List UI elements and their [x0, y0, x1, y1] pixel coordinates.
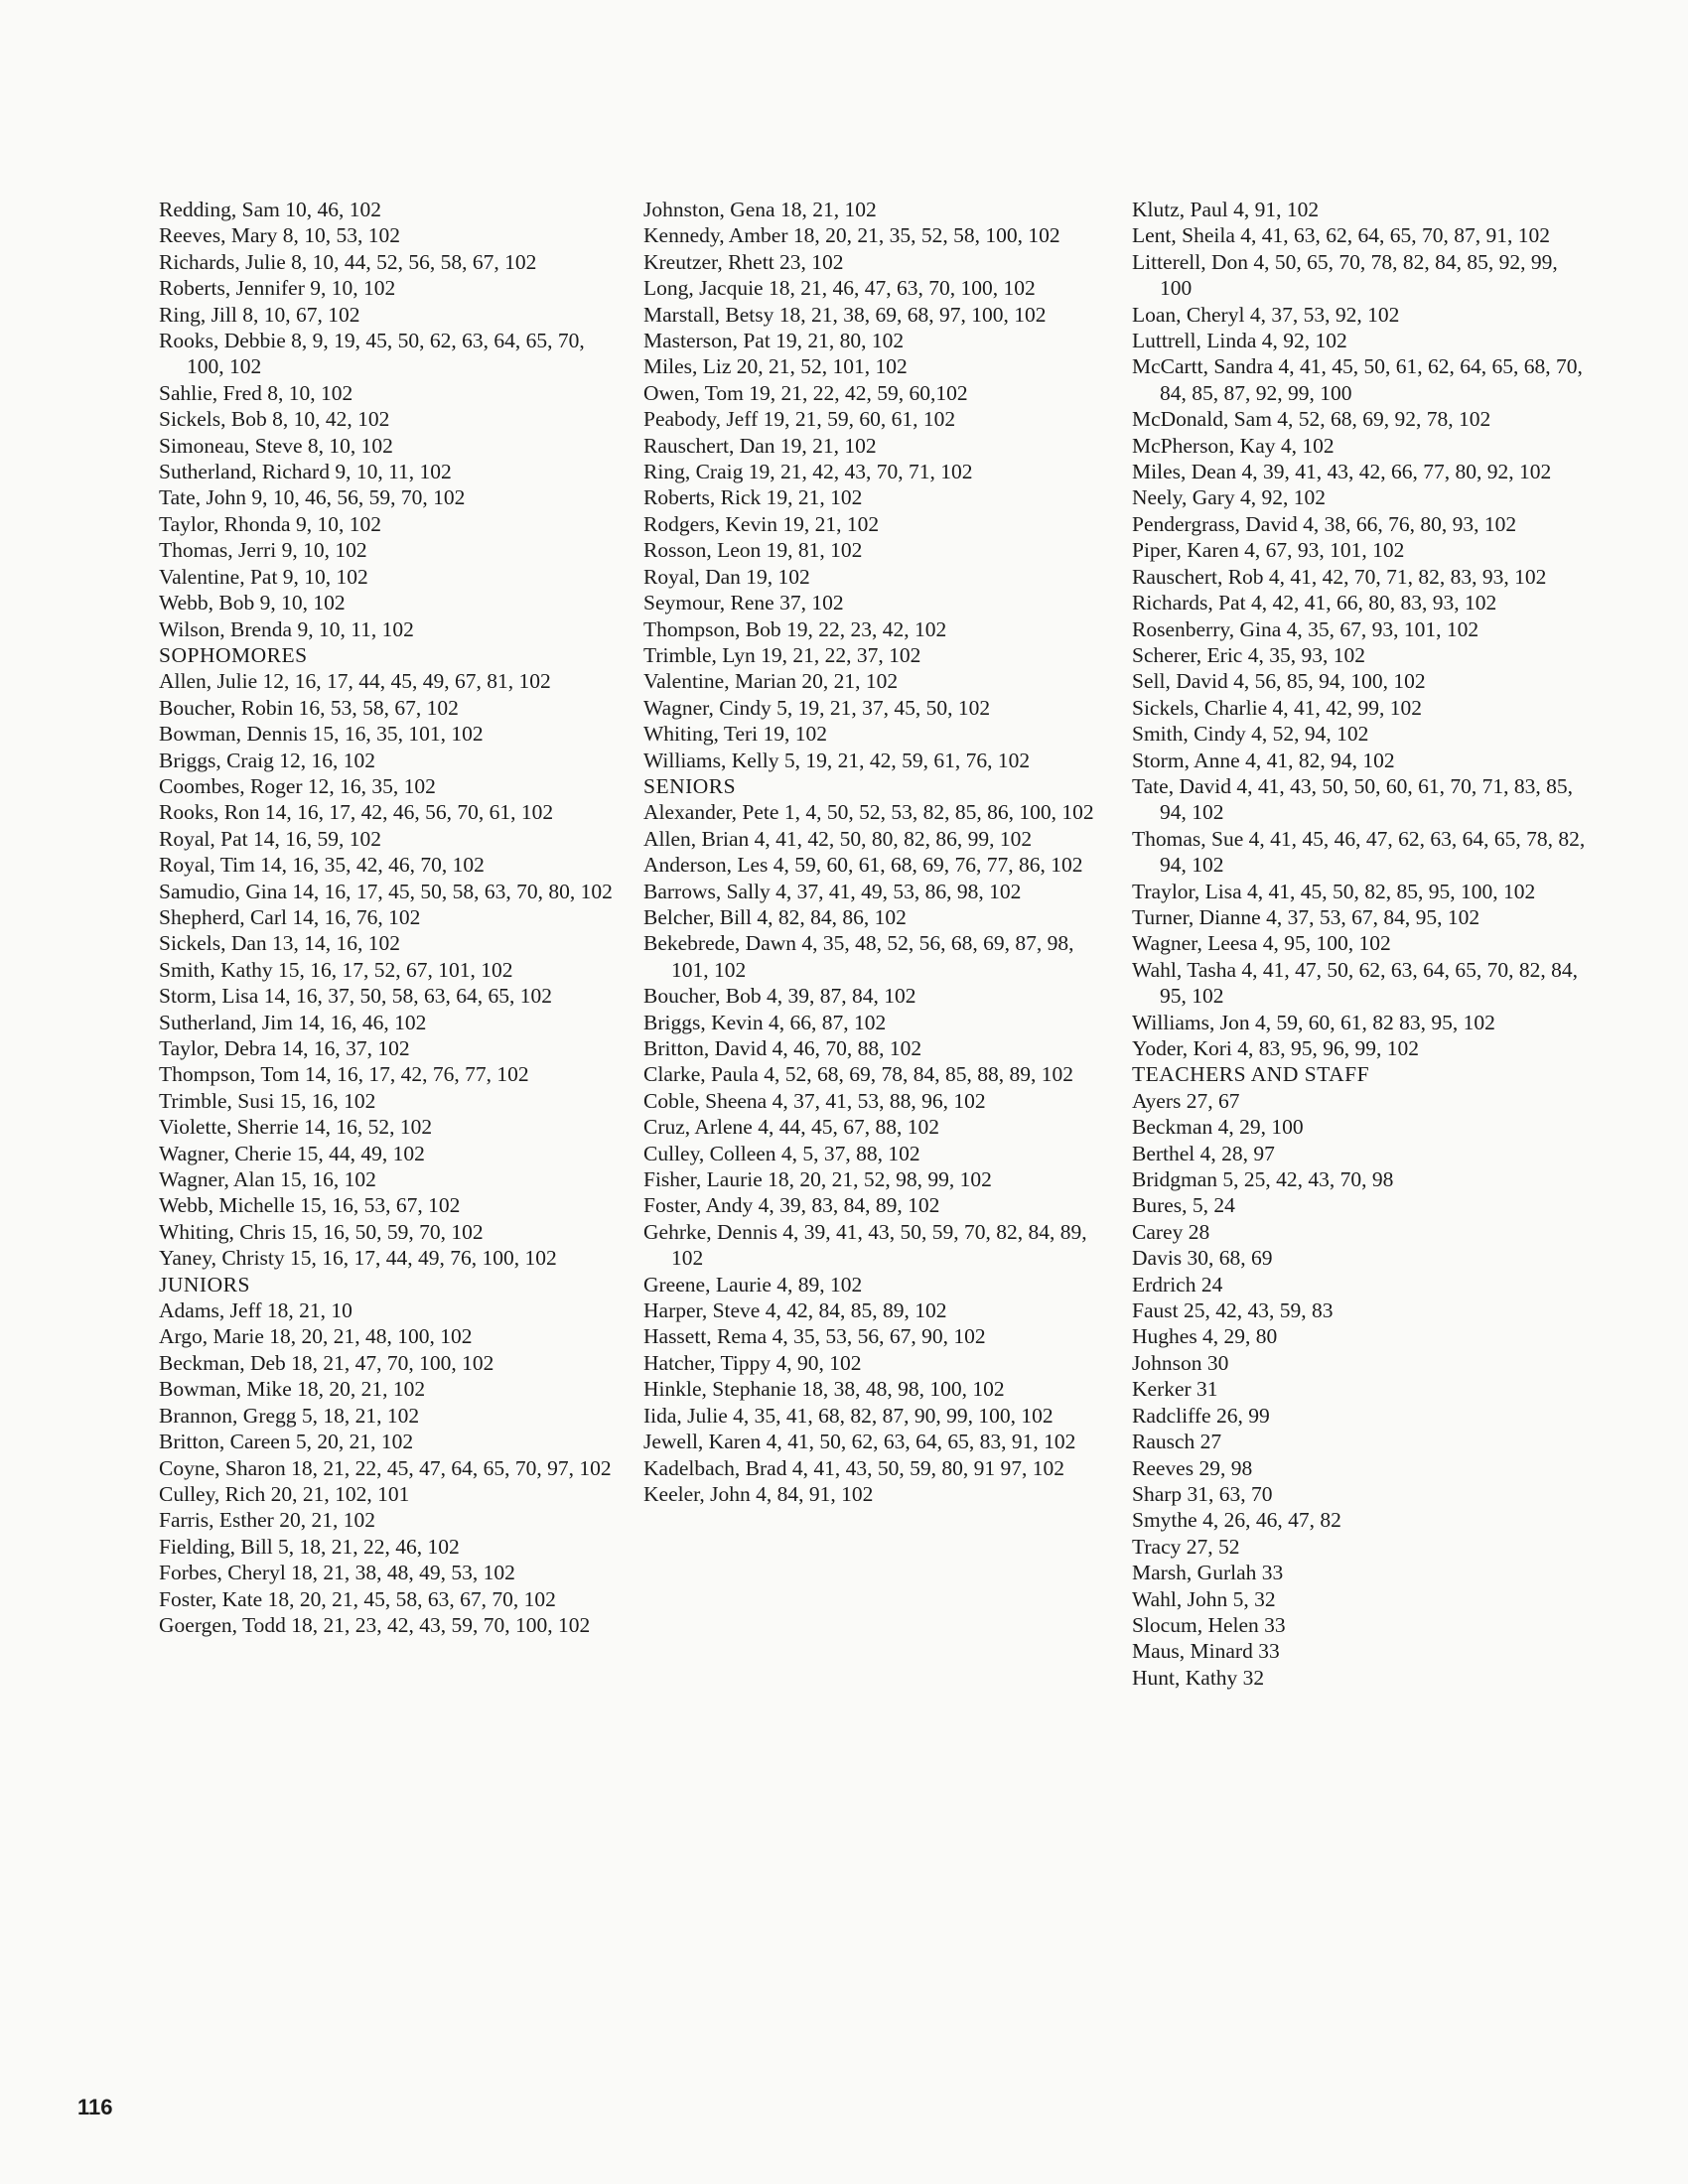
index-entry: Anderson, Les 4, 59, 60, 61, 68, 69, 76, 77, 86, 102 [643, 853, 1083, 878]
index-entry: McPherson, Kay 4, 102 [1132, 433, 1335, 458]
index-entry: Redding, Sam 10, 46, 102 [159, 198, 381, 221]
index-entry: Marsh, Gurlah 33 [1132, 1561, 1284, 1585]
index-entry: Argo, Marie 18, 20, 21, 48, 100, 102 [159, 1324, 473, 1349]
index-entry: Wagner, Cindy 5, 19, 21, 37, 45, 50, 102 [643, 695, 991, 720]
index-entry: Brannon, Gregg 5, 18, 21, 102 [159, 1403, 420, 1428]
index-entry: Owen, Tom 19, 21, 22, 42, 59, 60,102 [643, 380, 968, 405]
index-entry: Simoneau, Steve 8, 10, 102 [159, 433, 393, 458]
index-column-3 [1132, 197, 1589, 1691]
index-entry: Fielding, Bill 5, 18, 21, 22, 46, 102 [159, 1534, 460, 1559]
index-entry: Shepherd, Carl 14, 16, 76, 102 [159, 904, 421, 929]
index-entry: Whiting, Chris 15, 16, 50, 59, 70, 102 [159, 1219, 484, 1244]
index-entry: Beckman, Deb 18, 21, 47, 70, 100, 102 [159, 1350, 494, 1375]
index-entry: Wahl, John 5, 32 [1132, 1586, 1276, 1611]
index-entry: Richards, Julie 8, 10, 44, 52, 56, 58, 67, 102 [159, 249, 537, 274]
index-entry: Davis 30, 68, 69 [1132, 1246, 1273, 1271]
index-entry: Piper, Karen 4, 67, 93, 101, 102 [1132, 538, 1405, 563]
index-entry: Valentine, Marian 20, 21, 102 [643, 669, 899, 694]
index-entry: Foster, Andy 4, 39, 83, 84, 89, 102 [643, 1193, 940, 1218]
index-entry: Boucher, Robin 16, 53, 58, 67, 102 [159, 695, 459, 720]
index-entry: Seymour, Rene 37, 102 [643, 591, 844, 615]
index-entry: Litterell, Don 4, 50, 65, 70, 78, 82, 84, 85, 92, 99, 100 [1132, 249, 1558, 301]
index-entry: Kreutzer, Rhett 23, 102 [643, 249, 844, 274]
index-entry: Rausch 27 [1132, 1430, 1222, 1454]
index-entry: Masterson, Pat 19, 21, 80, 102 [643, 329, 905, 353]
index-entry: Valentine, Pat 9, 10, 102 [159, 564, 368, 589]
index-entry: Webb, Michelle 15, 16, 53, 67, 102 [159, 1193, 461, 1218]
index-entry: Hassett, Rema 4, 35, 53, 56, 67, 90, 102 [643, 1324, 986, 1349]
index-entry: Webb, Bob 9, 10, 102 [159, 591, 346, 615]
index-entry: Marstall, Betsy 18, 21, 38, 69, 68, 97, 100, 102 [643, 302, 1047, 327]
index-column-1 [159, 197, 616, 1638]
index-entry: Whiting, Teri 19, 102 [643, 722, 828, 747]
index-entry: Rosenberry, Gina 4, 35, 67, 93, 101, 102 [1132, 616, 1479, 641]
section-heading: SENIORS [643, 773, 737, 798]
index-entry: Forbes, Cheryl 18, 21, 38, 48, 49, 53, 102 [159, 1561, 515, 1585]
index-entry: Storm, Anne 4, 41, 82, 94, 102 [1132, 748, 1395, 772]
index-entry: Peabody, Jeff 19, 21, 59, 60, 61, 102 [643, 407, 956, 432]
index-entry: Culley, Colleen 4, 5, 37, 88, 102 [643, 1141, 920, 1165]
section-heading: SOPHOMORES [159, 642, 308, 667]
index-entry: McDonald, Sam 4, 52, 68, 69, 92, 78, 102 [1132, 407, 1491, 432]
index-entry: Miles, Liz 20, 21, 52, 101, 102 [643, 354, 908, 379]
index-entry: Smythe 4, 26, 46, 47, 82 [1132, 1508, 1341, 1533]
index-entry: Radcliffe 26, 99 [1132, 1403, 1270, 1428]
index-entry: Taylor, Debra 14, 16, 37, 102 [159, 1036, 410, 1060]
index-entry: Luttrell, Linda 4, 92, 102 [1132, 329, 1347, 353]
index-entry: Berthel 4, 28, 97 [1132, 1141, 1275, 1165]
index-entry: Hughes 4, 29, 80 [1132, 1324, 1278, 1349]
index-entry: Hunt, Kathy 32 [1132, 1665, 1265, 1690]
index-entry: Turner, Dianne 4, 37, 53, 67, 84, 95, 102 [1132, 904, 1480, 929]
index-entry: Adams, Jeff 18, 21, 10 [159, 1298, 352, 1323]
index-entry: Bowman, Mike 18, 20, 21, 102 [159, 1377, 426, 1402]
index-entry: Roberts, Rick 19, 21, 102 [643, 485, 863, 510]
index-entry: Sickels, Charlie 4, 41, 42, 99, 102 [1132, 695, 1423, 720]
index-entry: Rooks, Debbie 8, 9, 19, 45, 50, 62, 63, 64, 65, 70, 100, 102 [159, 329, 585, 379]
index-entry: Barrows, Sally 4, 37, 41, 49, 53, 86, 98, 102 [643, 879, 1022, 903]
index-entry: Yoder, Kori 4, 83, 95, 96, 99, 102 [1132, 1036, 1420, 1060]
index-entry: Yaney, Christy 15, 16, 17, 44, 49, 76, 100, 102 [159, 1246, 557, 1271]
index-entry: Belcher, Bill 4, 82, 84, 86, 102 [643, 904, 907, 929]
index-entry: Samudio, Gina 14, 16, 17, 45, 50, 58, 63, 70, 80, 102 [159, 879, 613, 903]
index-entry: Maus, Minard 33 [1132, 1639, 1280, 1664]
index-entry: Kerker 31 [1132, 1377, 1218, 1402]
page-number: 116 [77, 2095, 113, 2119]
index-entry: Coble, Sheena 4, 37, 41, 53, 88, 96, 102 [643, 1088, 986, 1113]
index-entry: Reeves 29, 98 [1132, 1455, 1253, 1480]
index-entry: Alexander, Pete 1, 4, 50, 52, 53, 82, 85, 86, 100, 102 [643, 800, 1094, 825]
index-entry: Wilson, Brenda 9, 10, 11, 102 [159, 616, 414, 641]
index-entry: Tracy 27, 52 [1132, 1534, 1240, 1559]
index-entry: Miles, Dean 4, 39, 41, 43, 42, 66, 77, 80, 92, 102 [1132, 460, 1552, 484]
index-entry: Williams, Kelly 5, 19, 21, 42, 59, 61, 76, 102 [643, 748, 1031, 772]
index-entry: Farris, Esther 20, 21, 102 [159, 1508, 375, 1533]
index-entry: Smith, Cindy 4, 52, 94, 102 [1132, 722, 1369, 747]
index-entry: Long, Jacquie 18, 21, 46, 47, 63, 70, 100, 102 [643, 276, 1036, 301]
index-entry: Klutz, Paul 4, 91, 102 [1132, 198, 1320, 221]
index-entry: Beckman 4, 29, 100 [1132, 1115, 1304, 1140]
index-entry: Carey 28 [1132, 1219, 1210, 1244]
index-entry: McCartt, Sandra 4, 41, 45, 50, 61, 62, 64, 65, 68, 70, 84, 85, 87, 92, 99, 100 [1132, 354, 1583, 405]
index-column-2 [643, 197, 1100, 1507]
index-entry: Tate, John 9, 10, 46, 56, 59, 70, 102 [159, 485, 466, 510]
index-entry: Ring, Jill 8, 10, 67, 102 [159, 302, 360, 327]
index-entry: Storm, Lisa 14, 16, 37, 50, 58, 63, 64, 65, 102 [159, 984, 552, 1009]
index-entry: Briggs, Kevin 4, 66, 87, 102 [643, 1010, 887, 1034]
index-entry: Williams, Jon 4, 59, 60, 61, 82 83, 95, 102 [1132, 1010, 1495, 1034]
index-entry: Sharp 31, 63, 70 [1132, 1481, 1273, 1506]
index-entry: Kadelbach, Brad 4, 41, 43, 50, 59, 80, 91 97, 102 [643, 1455, 1064, 1480]
index-entry: Smith, Kathy 15, 16, 17, 52, 67, 101, 102 [159, 957, 513, 982]
index-entry: Loan, Cheryl 4, 37, 53, 92, 102 [1132, 302, 1400, 327]
index-entry: Bekebrede, Dawn 4, 35, 48, 52, 56, 68, 69, 87, 98, 101, 102 [643, 931, 1074, 982]
index-entry: Taylor, Rhonda 9, 10, 102 [159, 511, 381, 536]
index-entry: Culley, Rich 20, 21, 102, 101 [159, 1481, 410, 1506]
index-entry: Scherer, Eric 4, 35, 93, 102 [1132, 642, 1365, 667]
index-entry: Wagner, Cherie 15, 44, 49, 102 [159, 1141, 425, 1165]
index-entry: Wagner, Alan 15, 16, 102 [159, 1167, 376, 1192]
index-entry: Erdrich 24 [1132, 1272, 1223, 1297]
index-entry: Fisher, Laurie 18, 20, 21, 52, 98, 99, 102 [643, 1167, 992, 1192]
index-entry: Reeves, Mary 8, 10, 53, 102 [159, 223, 401, 248]
index-entry: Hinkle, Stephanie 18, 38, 48, 98, 100, 102 [643, 1377, 1005, 1402]
index-entry: Rauschert, Rob 4, 41, 42, 70, 71, 82, 83, 93, 102 [1132, 564, 1547, 589]
index-entry: Greene, Laurie 4, 89, 102 [643, 1272, 863, 1297]
index-entry: Gehrke, Dennis 4, 39, 41, 43, 50, 59, 70, 82, 84, 89, 102 [643, 1219, 1087, 1271]
index-entry: Cruz, Arlene 4, 44, 45, 67, 88, 102 [643, 1115, 939, 1140]
index-entry: Trimble, Susi 15, 16, 102 [159, 1088, 376, 1113]
index-entry: Faust 25, 42, 43, 59, 83 [1132, 1298, 1334, 1323]
index-entry: Foster, Kate 18, 20, 21, 45, 58, 63, 67, 70, 102 [159, 1586, 556, 1611]
index-entry: Goergen, Todd 18, 21, 23, 42, 43, 59, 70, 100, 102 [159, 1612, 591, 1637]
index-entry: Royal, Tim 14, 16, 35, 42, 46, 70, 102 [159, 853, 485, 878]
index-entry: Keeler, John 4, 84, 91, 102 [643, 1481, 874, 1506]
index-entry: Sutherland, Jim 14, 16, 46, 102 [159, 1010, 427, 1034]
index-entry: Royal, Pat 14, 16, 59, 102 [159, 826, 381, 851]
index-entry: Clarke, Paula 4, 52, 68, 69, 78, 84, 85, 88, 89, 102 [643, 1062, 1073, 1087]
index-entry: Ring, Craig 19, 21, 42, 43, 70, 71, 102 [643, 460, 973, 484]
index-entry: Thompson, Bob 19, 22, 23, 42, 102 [643, 616, 947, 641]
section-heading: JUNIORS [159, 1272, 250, 1297]
index-entry: Ayers 27, 67 [1132, 1088, 1240, 1113]
index-entry: Thomas, Jerri 9, 10, 102 [159, 538, 367, 563]
index-entry: Wagner, Leesa 4, 95, 100, 102 [1132, 931, 1391, 956]
index-entry: Kennedy, Amber 18, 20, 21, 35, 52, 58, 100, 102 [643, 223, 1060, 248]
index-entry: Boucher, Bob 4, 39, 87, 84, 102 [643, 984, 916, 1009]
index-entry: Tate, David 4, 41, 43, 50, 50, 60, 61, 70, 71, 83, 85, 94, 102 [1132, 773, 1573, 825]
index-entry: Lent, Sheila 4, 41, 63, 62, 64, 65, 70, 87, 91, 102 [1132, 223, 1551, 248]
index-entry: Iida, Julie 4, 35, 41, 68, 82, 87, 90, 99, 100, 102 [643, 1403, 1054, 1428]
index-entry: Briggs, Craig 12, 16, 102 [159, 748, 375, 772]
index-entry: Sickels, Dan 13, 14, 16, 102 [159, 931, 401, 956]
index-entry: Slocum, Helen 33 [1132, 1612, 1286, 1637]
index-entry: Sickels, Bob 8, 10, 42, 102 [159, 407, 390, 432]
index-entry: Johnson 30 [1132, 1350, 1229, 1375]
index-entry: Allen, Brian 4, 41, 42, 50, 80, 82, 86, 99, 102 [643, 826, 1033, 851]
index-entry: Roberts, Jennifer 9, 10, 102 [159, 276, 396, 301]
index-entry: Sahlie, Fred 8, 10, 102 [159, 380, 353, 405]
index-entry: Britton, Careen 5, 20, 21, 102 [159, 1430, 414, 1454]
index-entry: Bridgman 5, 25, 42, 43, 70, 98 [1132, 1167, 1394, 1192]
index-entry: Sutherland, Richard 9, 10, 11, 102 [159, 460, 452, 484]
index-entry: Rooks, Ron 14, 16, 17, 42, 46, 56, 70, 61, 102 [159, 800, 554, 825]
index-entry: Thomas, Sue 4, 41, 45, 46, 47, 62, 63, 64, 65, 78, 82, 94, 102 [1132, 826, 1586, 878]
index-entry: Jewell, Karen 4, 41, 50, 62, 63, 64, 65, 83, 91, 102 [643, 1430, 1076, 1454]
index-entry: Hatcher, Tippy 4, 90, 102 [643, 1350, 862, 1375]
index-entry: Rauschert, Dan 19, 21, 102 [643, 433, 877, 458]
index-entry: Neely, Gary 4, 92, 102 [1132, 485, 1327, 510]
index-entry: Johnston, Gena 18, 21, 102 [643, 198, 877, 221]
index-entry: Bures, 5, 24 [1132, 1193, 1235, 1218]
index-entry: Harper, Steve 4, 42, 84, 85, 89, 102 [643, 1298, 947, 1323]
index-entry: Rodgers, Kevin 19, 21, 102 [643, 511, 880, 536]
index-entry: Britton, David 4, 46, 70, 88, 102 [643, 1036, 922, 1060]
index-entry: Violette, Sherrie 14, 16, 52, 102 [159, 1115, 433, 1140]
index-entry: Bowman, Dennis 15, 16, 35, 101, 102 [159, 722, 484, 747]
index-entry: Rosson, Leon 19, 81, 102 [643, 538, 863, 563]
index-entry: Sell, David 4, 56, 85, 94, 100, 102 [1132, 669, 1426, 694]
index-entry: Coyne, Sharon 18, 21, 22, 45, 47, 64, 65, 70, 97, 102 [159, 1455, 612, 1480]
index-entry: Richards, Pat 4, 42, 41, 66, 80, 83, 93, 102 [1132, 591, 1497, 615]
index-entry: Thompson, Tom 14, 16, 17, 42, 76, 77, 102 [159, 1062, 529, 1087]
index-entry: Traylor, Lisa 4, 41, 45, 50, 82, 85, 95, 100, 102 [1132, 879, 1536, 903]
section-heading: TEACHERS AND STAFF [1132, 1062, 1370, 1087]
index-entry: Pendergrass, David 4, 38, 66, 76, 80, 93, 102 [1132, 511, 1517, 536]
index-entry: Royal, Dan 19, 102 [643, 564, 810, 589]
index-entry: Trimble, Lyn 19, 21, 22, 37, 102 [643, 642, 921, 667]
index-entry: Coombes, Roger 12, 16, 35, 102 [159, 773, 436, 798]
index-entry: Wahl, Tasha 4, 41, 47, 50, 62, 63, 64, 65, 70, 82, 84, 95, 102 [1132, 957, 1579, 1009]
index-entry: Allen, Julie 12, 16, 17, 44, 45, 49, 67, 81, 102 [159, 669, 551, 694]
